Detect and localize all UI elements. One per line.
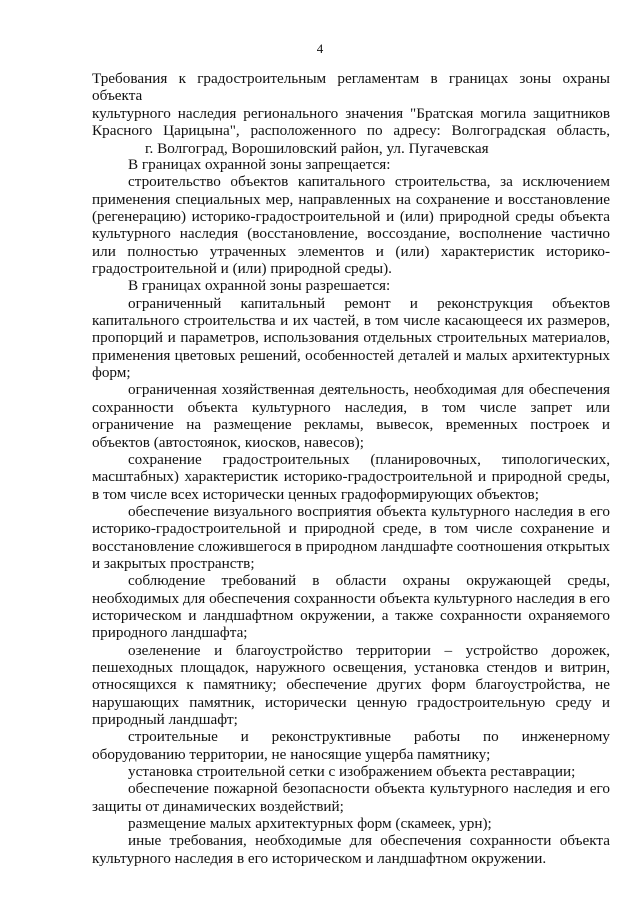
document-title — [92, 70, 610, 157]
paragraph: озеленение и благоустройство территории – устройство дорожек, пешеходных площадок, наружного освещения, установка стендов и витрин, относящихся к памятнику; обеспечение других форм благоустройства, не нарушающих памятник, исторически ценную градостроительную среду и природный ландшафт; — [92, 641, 610, 728]
document-body — [92, 156, 610, 867]
paragraph: обеспечение визуального восприятия объекта культурного наследия в его историко-градостроительной и природной среде, в том числе сохранение и восстановление сложившегося в природном ландшафте соотношения открытых и закрытых пространств; — [92, 502, 610, 572]
title-line: г. Волгоград, Ворошиловский район, ул. Пугачевская — [145, 139, 489, 157]
paragraph: строительство объектов капитального строительства, за исключением применения специальных мер, направленных на сохранение и восстановление (регенерацию) историко-градостроительной и (или) природной среды объекта культурного наследия (восстановление, воссоздание, восполнение частично или полностью утраченных элементов и (или) характеристик историко-градостроительной и (или) природной среды). — [92, 173, 610, 278]
paragraph: размещение малых архитектурных форм (скамеек, урн); — [128, 815, 492, 833]
paragraph: В границах охранной зоны запрещается: — [128, 156, 391, 173]
paragraph: иные требования, необходимые для обеспечения сохранности объекта культурного наследия в его историческом и ландшафтном окружении. — [92, 832, 610, 867]
paragraph: ограниченная хозяйственная деятельность, необходимая для обеспечения сохранности объекта культурного наследия, в том числе запрет или ограничение на размещение рекламы, вывесок, временных построек и объектов (автостоянок, киосков, навесов); — [92, 381, 610, 451]
title-line: Требования к градостроительным регламентам в границах зоны охраны объекта — [92, 70, 610, 105]
title-line: культурного наследия регионального значения "Братская могила защитников — [92, 104, 610, 122]
paragraph: строительные и реконструктивные работы по инженерному оборудованию территории, не наносящие ущерба памятнику; — [92, 728, 610, 763]
title-line: Красного Царицына", расположенного по адресу: Волгоградская область, — [92, 122, 610, 140]
paragraph: соблюдение требований в области охраны окружающей среды, необходимых для обеспечения сохранности объекта культурного наследия в его историческом и ландшафтном окружении, а также сохранности охраняемого природного ландшафта; — [92, 572, 610, 642]
paragraph: обеспечение пожарной безопасности объекта культурного наследия и его защиты от динамических воздействий; — [92, 780, 610, 815]
paragraph: В границах охранной зоны разрешается: — [128, 277, 391, 295]
page-number: 4 — [316, 41, 324, 56]
paragraph: сохранение градостроительных (планировочных, типологических, масштабных) характеристик историко-градостроительной и природной среды, в том числе всех исторически ценных градоформирующих объектов; — [92, 450, 610, 503]
paragraph: ограниченный капитальный ремонт и реконструкция объектов капитального строительства и их частей, в том числе касающееся их размеров, пропорций и параметров, использования отдельных строительных материалов, применения цветовых решений, особенностей деталей и малых архитектурных форм; — [92, 294, 610, 382]
paragraph: установка строительной сетки с изображением объекта реставрации; — [128, 763, 576, 781]
